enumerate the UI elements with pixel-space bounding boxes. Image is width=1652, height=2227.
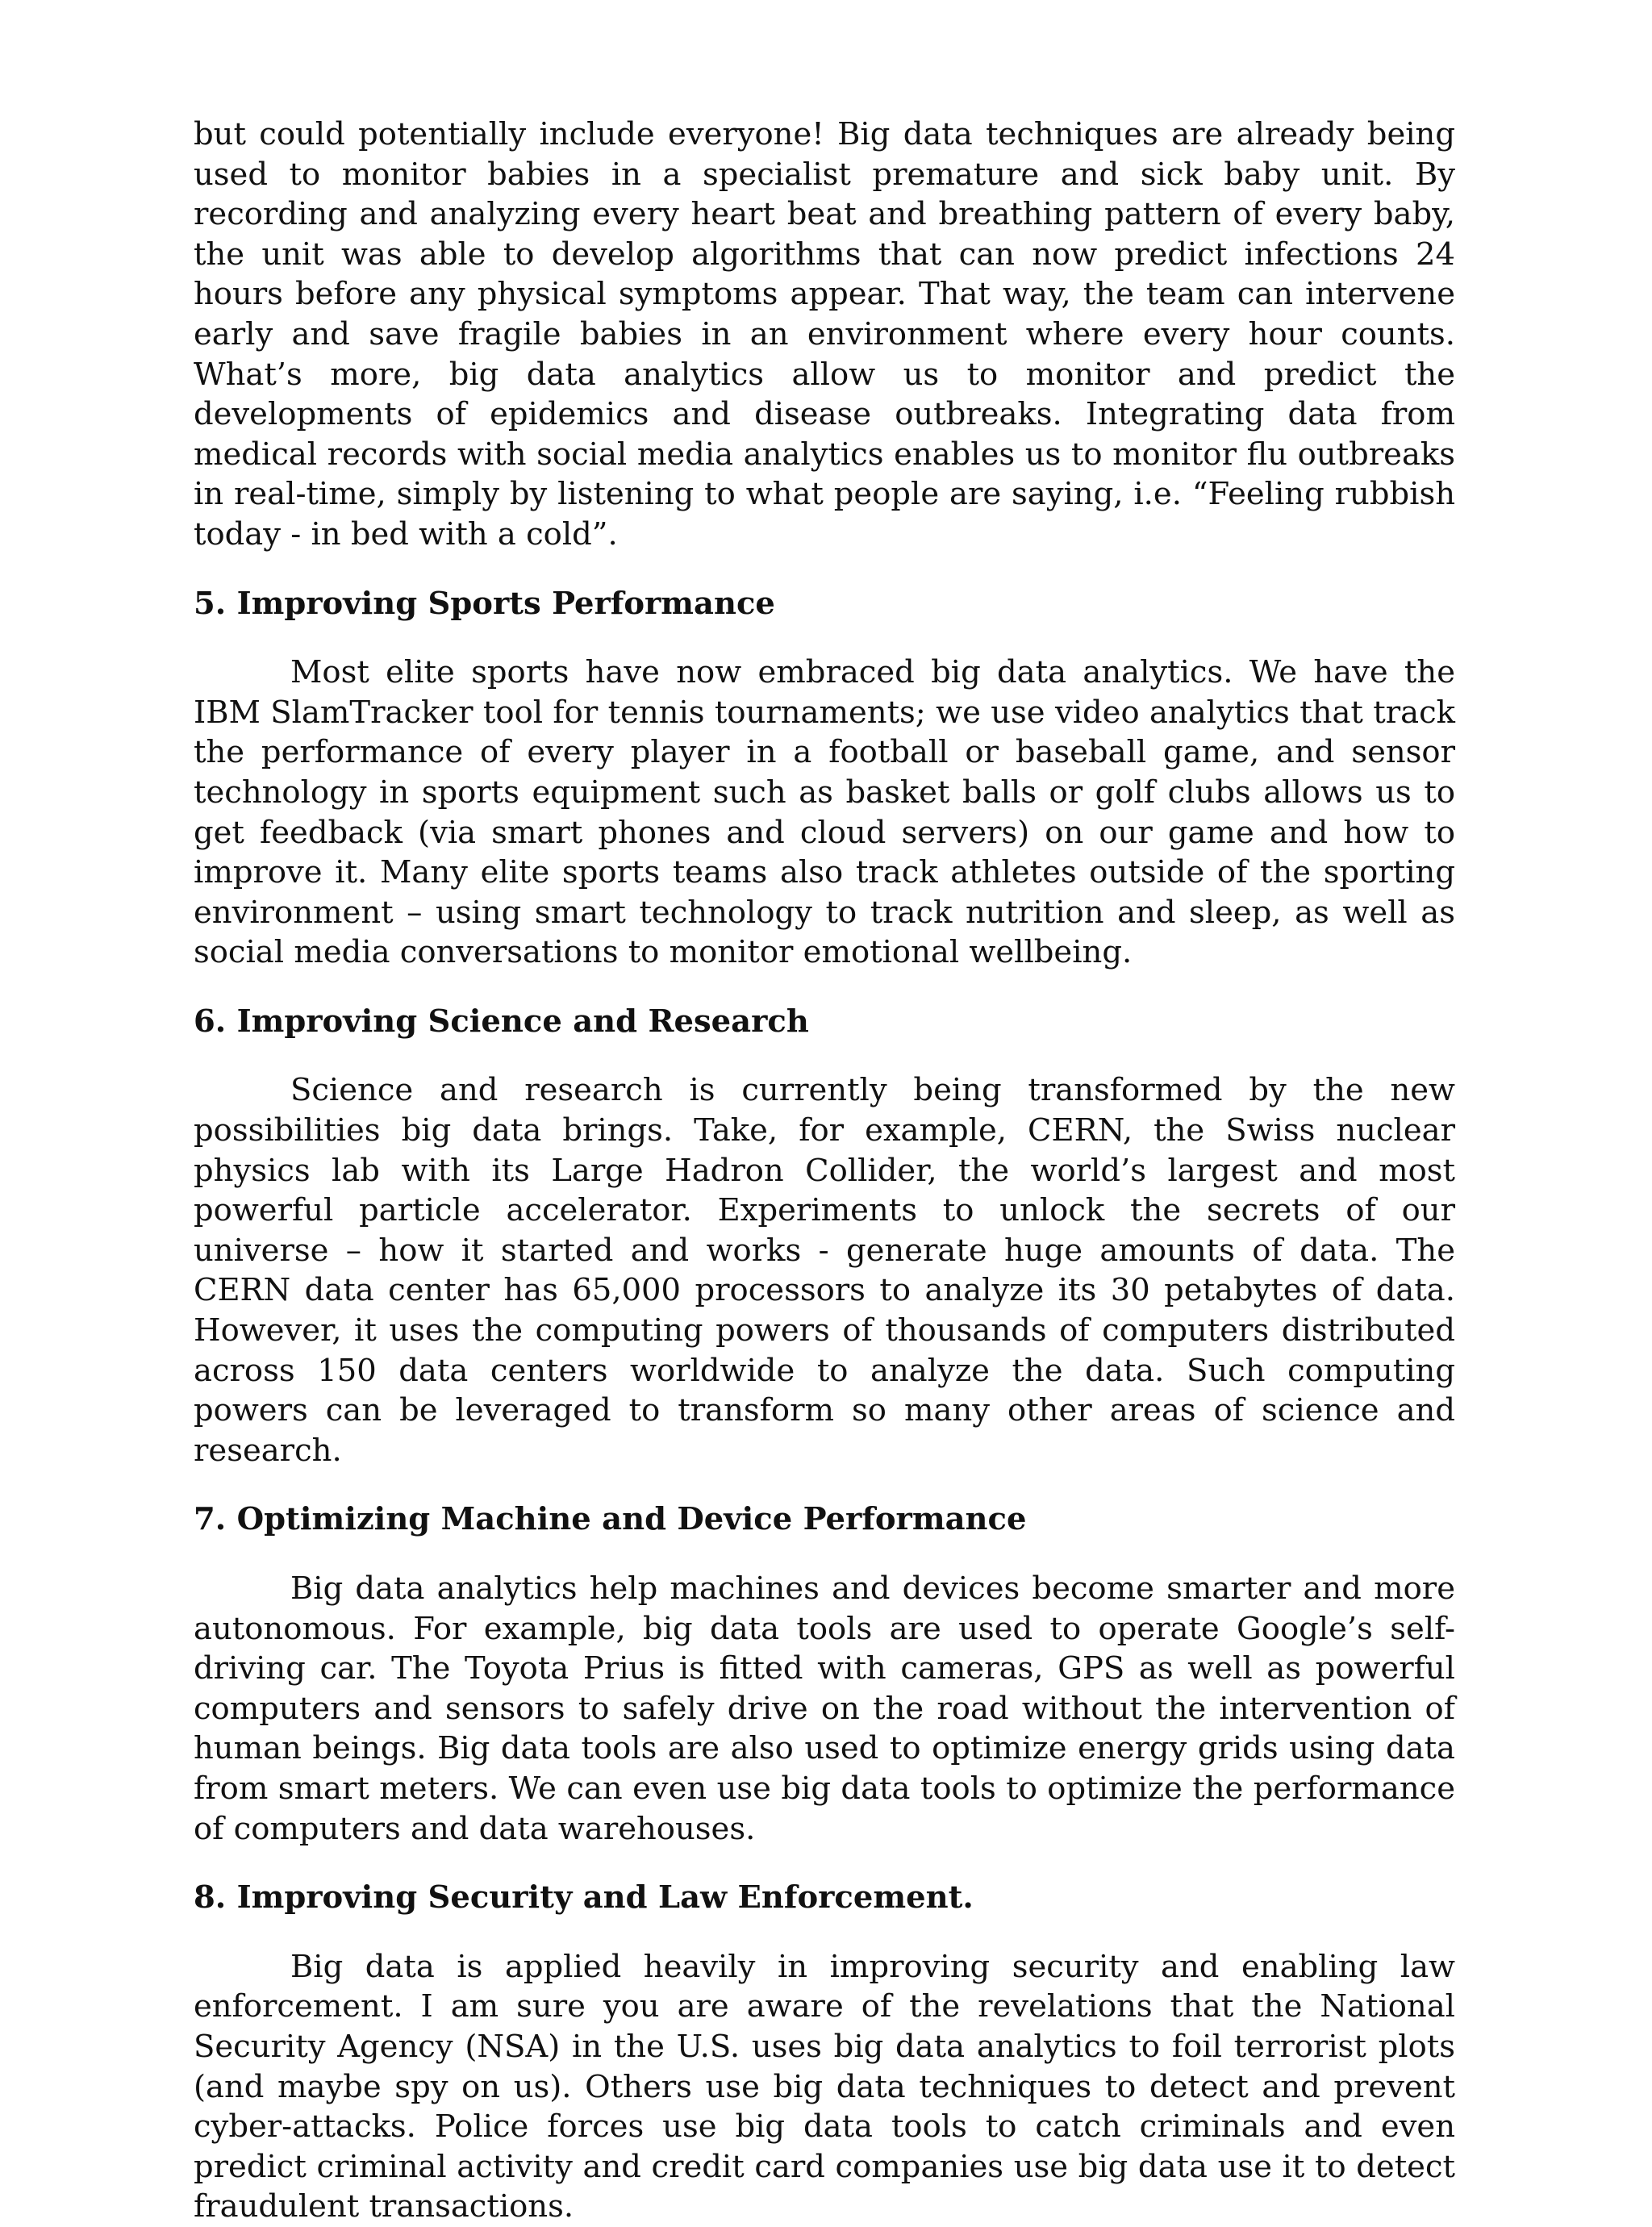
section-body-security: Big data is applied heavily in improving security and enabling law enforcement. I am sure you are aware of the revelations that the National Security Agency (NSA) in the U.S. uses big data analytics to foil terrorist plots (and maybe spy on us). Others use big data techniques to detect and prevent cyber-attacks. Police forces use big data tools to catch criminals and even predict criminal activity and credit card companies use big data use it to detect fraudulent transactions. xyxy=(194,1948,1455,2225)
intro-paragraph: but could potentially include everyone! Big data techniques are already being used to monitor babies in a specialist premature and sick baby unit. By recording and analyzing every heart beat and breathing pattern of every baby, the unit was able to develop algorithms that can now predict infections 24 hours before any physical symptoms appear. That way, the team can intervene early and save fragile babies in an environment where every hour counts. What’s more, big data analytics allow us to monitor and predict the developments of epidemics and disease outbreaks. Integrating data from medical records with social media analytics enables us to monitor flu outbreaks in real-time, simply by listening to what people are saying, i.e. “Feeling rubbish today - in bed with a cold”. xyxy=(194,116,1455,553)
section-heading-sports: 5. Improving Sports Performance xyxy=(194,585,775,622)
section-body-sports: Most elite sports have now embraced big data analytics. We have the IBM SlamTracker tool for tennis tournaments; we use video analytics that track the performance of every player in a football or baseball game, and sensor technology in sports equipment such as basket balls or golf clubs allows us to get feedback (via smart phones and cloud servers) on our game and how to improve it. Many elite sports teams also track athletes outside of the sporting environment – using smart technology to track nutrition and sleep, as well as social media conversations to monitor emotional wellbeing. xyxy=(194,654,1455,971)
section-body-science: Science and research is currently being transformed by the new possibilities big data brings. Take, for example, CERN, the Swiss nuclear physics lab with its Large Hadron Collider, the world’s largest and most powerful particle accelerator. Experiments to unlock the secrets of our universe – how it started and works - generate huge amounts of data. The CERN data center has 65,000 processors to analyze its 30 petabytes of data. However, it uses the computing powers of thousands of computers distributed across 150 data centers worldwide to analyze the data. Such computing powers can be leveraged to transform so many other areas of science and research. xyxy=(194,1072,1455,1469)
section-body-machines: Big data analytics help machines and devices become smarter and more autonomous. For example, big data tools are used to operate Google’s self-driving car. The Toyota Prius is fitted with cameras, GPS as well as powerful computers and sensors to safely drive on the road without the intervention of human beings. Big data tools are also used to optimize energy grids using data from smart meters. We can even use big data tools to optimize the performance of computers and data warehouses. xyxy=(194,1570,1455,1847)
section-heading-science: 6. Improving Science and Research xyxy=(194,1003,809,1040)
section-heading-security: 8. Improving Security and Law Enforcement. xyxy=(194,1879,974,1916)
section-heading-machines: 7. Optimizing Machine and Device Performance xyxy=(194,1501,1027,1538)
document-page xyxy=(194,115,1455,2227)
